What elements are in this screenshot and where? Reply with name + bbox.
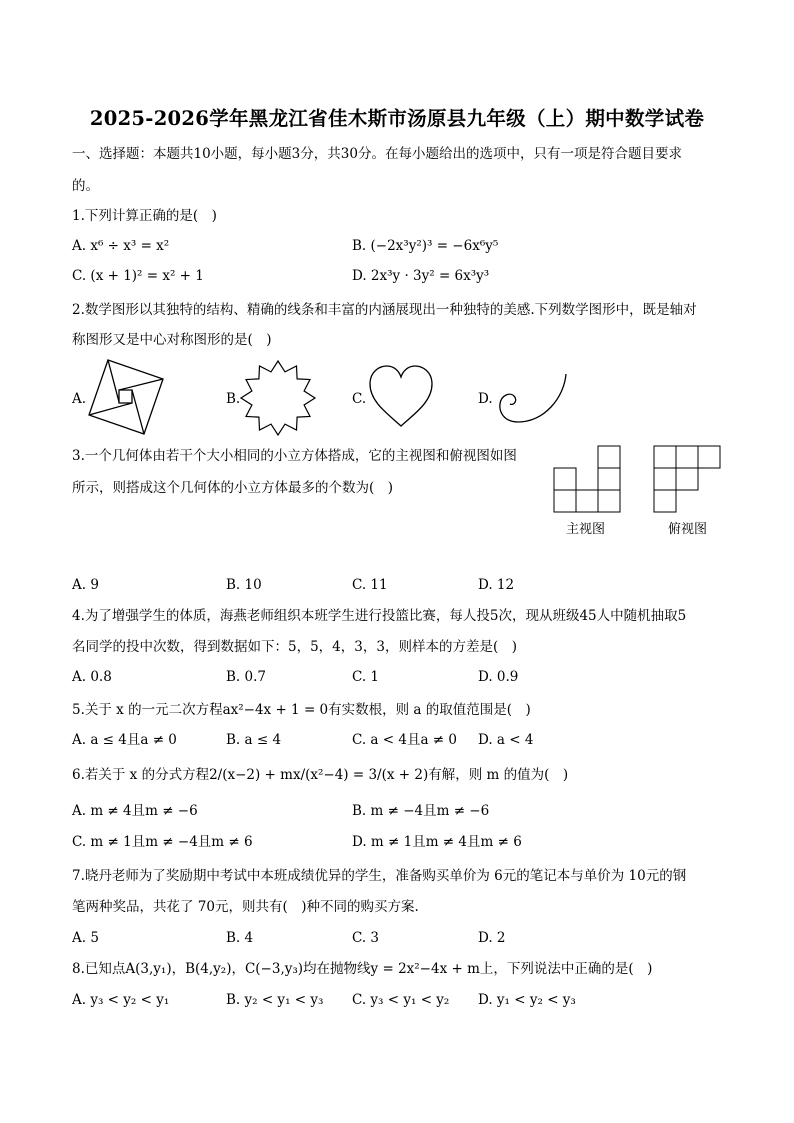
- q7-option-a: A. 5: [72, 930, 99, 946]
- q8-option-a: A. y₃ < y₂ < y₁: [72, 992, 170, 1008]
- q6-option-a: A. m ≠ 4且m ≠ −6: [72, 803, 198, 819]
- q7-option-b: B. 4: [226, 930, 254, 946]
- q3-stem-line1: 3.一个几何体由若干个大小相同的小立方体搭成，它的主视图和俯视图如图: [72, 448, 517, 464]
- top-view-grid: [654, 446, 720, 512]
- pinwheel-square-figure: [86, 357, 166, 437]
- q7-stem-line1: 7.晓丹老师为了奖励期中考试中本班成绩优异的学生，准备购买单价为 6元的笔记本与单价为 10元的钢: [72, 868, 687, 884]
- q2-stem-line1: 2.数学图形以其独特的结构、精确的线条和丰富的内涵展现出一种独特的美感.下列数学图形中，既是轴对: [72, 302, 697, 318]
- spiral-figure: [492, 368, 572, 428]
- section-instructions-line1: 一、选择题：本题共10小题，每小题3分，共30分。在每小题给出的选项中，只有一项是符合题目要求: [72, 146, 682, 162]
- front-view-grid: [554, 446, 620, 512]
- heart-figure: [366, 364, 436, 428]
- exam-title: 2025-2026学年黑龙江省佳木斯市汤原县九年级（上）期中数学试卷: [89, 107, 705, 130]
- q8-option-c: C. y₃ < y₁ < y₂: [352, 992, 450, 1008]
- q5-option-c: C. a < 4且a ≠ 0: [352, 732, 457, 748]
- front-view-label: 主视图: [566, 522, 606, 537]
- q4-option-c: C. 1: [352, 669, 380, 685]
- q1-option-d: D. 2x³y · 3y² = 6x³y³: [352, 268, 490, 284]
- q2-option-a-label: A.: [72, 391, 87, 407]
- q5-option-d: D. a < 4: [478, 732, 534, 748]
- q6-stem: 6.若关于 x 的分式方程2/(x−2) + mx/(x²−4) = 3/(x + 2)有解，则 m 的值为( ): [72, 767, 569, 783]
- q3-option-b: B. 10: [226, 577, 262, 593]
- q3-option-c: C. 11: [352, 577, 388, 593]
- q3-option-d: D. 12: [478, 577, 515, 593]
- q1-stem: 1.下列计算正确的是( ): [72, 208, 217, 224]
- q7-option-d: D. 2: [478, 930, 506, 946]
- q5-option-a: A. a ≤ 4且a ≠ 0: [72, 732, 177, 748]
- q7-stem-line2: 笔两种奖品，共花了 70元，则共有( )种不同的购买方案.: [72, 899, 419, 915]
- q2-stem-line2: 称图形又是中心对称图形的是( ): [72, 332, 272, 348]
- q3-option-a: A. 9: [72, 577, 99, 593]
- q5-stem: 5.关于 x 的一元二次方程ax²−4x + 1 = 0有实数根，则 a 的取值范围是( ): [72, 702, 531, 718]
- q8-option-d: D. y₁ < y₂ < y₃: [478, 992, 576, 1008]
- q4-option-d: D. 0.9: [478, 669, 519, 685]
- q4-option-a: A. 0.8: [72, 669, 112, 685]
- q8-option-b: B. y₂ < y₁ < y₃: [226, 992, 324, 1008]
- q1-option-b: B. (−2x³y²)³ = −6x⁶y⁵: [352, 238, 499, 254]
- q3-stem-line2: 所示，则搭成这个几何体的小立方体最多的个数为( ): [72, 480, 394, 496]
- q5-option-b: B. a ≤ 4: [226, 732, 282, 748]
- q8-stem: 8.已知点A(3,y₁)，B(4,y₂)，C(−3,y₃)均在抛物线y = 2x²−4x + m上，下列说法中正确的是( ): [72, 961, 653, 977]
- q4-stem-line1: 4.为了增强学生的体质，海燕老师组织本班学生进行投篮比赛，每人投5次，现从班级45人中随机抽取5: [72, 608, 687, 624]
- q2-option-d-label: D.: [478, 391, 493, 407]
- q4-option-b: B. 0.7: [226, 669, 266, 685]
- q2-option-c-label: C.: [352, 391, 367, 407]
- q7-option-c: C. 3: [352, 930, 380, 946]
- q4-stem-line2: 名同学的投中次数，得到数据如下：5，5，4，3，3，则样本的方差是( ): [72, 639, 517, 655]
- section-instructions-line2: 的。: [72, 178, 99, 194]
- star-gear-figure: [238, 358, 318, 438]
- q6-option-b: B. m ≠ −4且m ≠ −6: [352, 803, 490, 819]
- q1-option-a: A. x⁶ ÷ x³ = x²: [72, 238, 170, 254]
- top-view-label: 俯视图: [668, 522, 708, 537]
- q1-option-c: C. (x + 1)² = x² + 1: [72, 268, 204, 284]
- q6-option-d: D. m ≠ 1且m ≠ 4且m ≠ 6: [352, 834, 522, 850]
- q2-option-b-label: B.: [226, 391, 241, 407]
- q6-option-c: C. m ≠ 1且m ≠ −4且m ≠ 6: [72, 834, 253, 850]
